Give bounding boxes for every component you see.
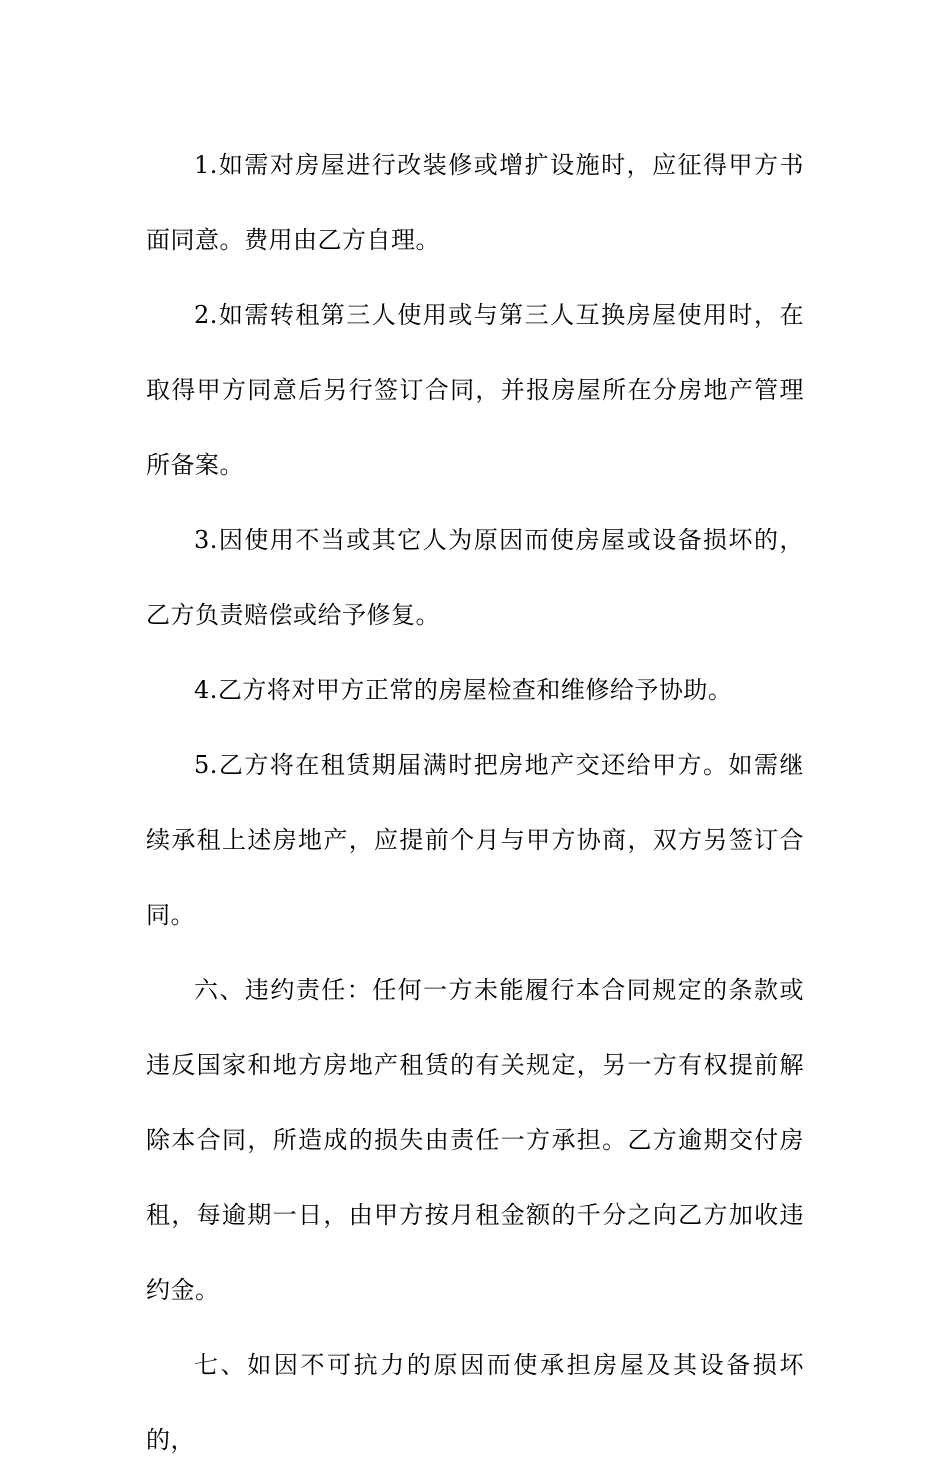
force-majeure-paragraph: 七、如因不可抗力的原因而使承担房屋及其设备损坏的， xyxy=(146,1351,804,1454)
clause-3-paragraph: 3.因使用不当或其它人为原因而使房屋或设备损坏的，乙方负责赔偿或给予修复。 xyxy=(146,526,804,629)
clause-4-paragraph: 4.乙方将对甲方正常的房屋检查和维修给予协助。 xyxy=(194,676,733,704)
breach-liability-paragraph: 六、违约责任：任何一方未能履行本合同规定的条款或违反国家和地方房地产租赁的有关规定，另一方有权提前解除本合同，所造成的损失由责任一方承担。乙方逾期交付房租，每逾期一日，由甲方按月租金额的千分之向乙方加收违约金。 xyxy=(146,976,804,1304)
clause-1-paragraph: 1.如需对房屋进行改装修或增扩设施时，应征得甲方书面同意。费用由乙方自理。 xyxy=(146,151,804,254)
clause-2-paragraph: 2.如需转租第三人使用或与第三人互换房屋使用时，在取得甲方同意后另行签订合同，并报房屋所在分房地产管理所备案。 xyxy=(146,301,804,479)
clause-5-paragraph: 5.乙方将在租赁期届满时把房地产交还给甲方。如需继续承租上述房地产，应提前个月与甲方协商，双方另签订合同。 xyxy=(146,751,804,929)
